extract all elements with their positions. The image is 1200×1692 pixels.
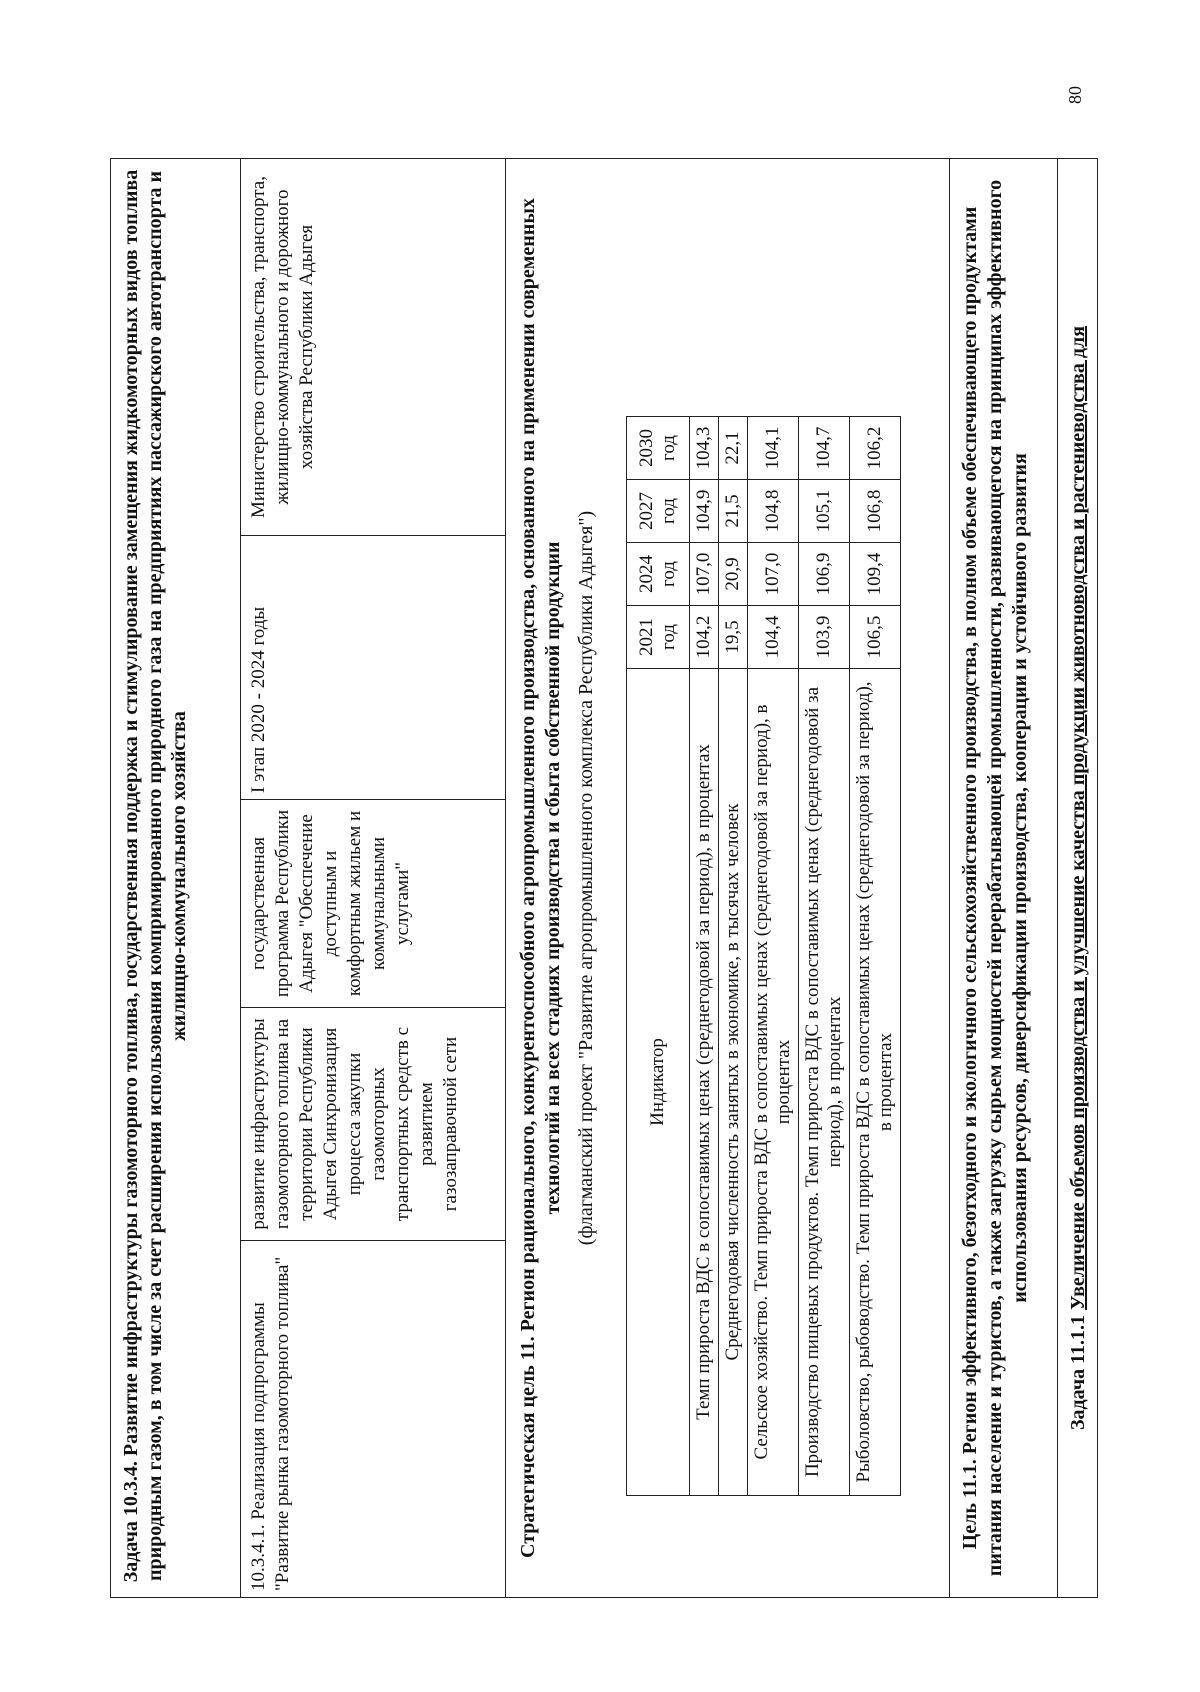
task-11-1-1-title: [1058, 159, 1098, 1597]
header-2024: 2024 год: [627, 543, 690, 606]
executor-cell: Министерство строительства, транспорта, жилищно-коммунального и дорожного хозяйства Республики Адыгея: [248, 176, 317, 519]
value-2027: 104,8: [748, 480, 799, 543]
task-10-3-4-row: [240, 159, 505, 1597]
value-2027: 21,5: [719, 480, 748, 543]
strategic-goal-11-title: [506, 159, 605, 1597]
value-2030: 104,7: [799, 417, 850, 480]
table-row: [748, 417, 799, 1496]
table-row: [719, 417, 748, 1496]
description-cell: развитие инфраструктуры газомоторного топлива на территории Республики Адыгея Синхронизация процесса закупки газомоторных транспортных средств с развитием газозаправочной сети: [241, 1007, 505, 1240]
value-2024: 107,0: [748, 543, 799, 606]
value-2030: 104,3: [690, 417, 719, 480]
table-row: [690, 417, 719, 1496]
task-10-3-4-title: [111, 159, 195, 1597]
task-11-1-1-text: Увеличение объемов производства и улучшение качества продукции животноводства и растениеводства для: [1067, 325, 1089, 1310]
goal-11-1-title: Цель 11.1. Регион эффективного, безотходного и экологичного сельскохозяйственного производства, в полном объеме обеспечивающего продуктами питания население и туристов, а также загрузку сырьем мощностей перерабатывающей промышленности, развивающегося на принципах эффективного использования ресурсов, диверсификации производства, кооперации и устойчивого развития: [959, 179, 1031, 1577]
value-2024: 20,9: [719, 543, 748, 606]
task-10-3-4-number: Задача 10.3.4.: [120, 1461, 142, 1583]
indicators-table: [626, 416, 901, 1496]
value-2021: 104,2: [690, 606, 719, 669]
value-2027: 106,8: [850, 480, 901, 543]
value-2021: 103,9: [799, 606, 850, 669]
page-number: 80: [1065, 86, 1085, 104]
indicator-label: Среднегодовая численность занятых в экономике, в тысячах человек: [719, 669, 748, 1496]
value-2027: 105,1: [799, 480, 850, 543]
indicator-label: Производство пищевых продуктов. Темп прироста ВДС в сопоставимых ценах (среднегодовой за период), в процентах: [799, 669, 850, 1496]
flagship-project: (флагманский проект "Развитие агропромышленного комплекса Республики Адыгея"): [575, 510, 597, 1246]
value-2024: 106,9: [799, 543, 850, 606]
value-2021: 19,5: [719, 606, 748, 669]
header-2030: 2030 год: [627, 417, 690, 480]
goal-11-1-block: [950, 158, 1058, 1598]
task-11-1-1-number: Задача 11.1.1: [1067, 1314, 1089, 1431]
value-2021: 106,5: [850, 606, 901, 669]
rotated-page-content: [110, 158, 1110, 1598]
value-2024: 109,4: [850, 543, 901, 606]
value-2027: 104,9: [690, 480, 719, 543]
task-10-3-4-text: Развитие инфраструктуры газомоторного топлива, государственная поддержка и стимулирование замещения жидкомоторных видов топлива природным газом, в том числе за счет расширения использования компримированного природного газа на предприятиях пассажирского автотранспорта и жилищно-коммунального хозяйства: [120, 169, 190, 1582]
value-2021: 104,4: [748, 606, 799, 669]
header-indicator: Индикатор: [627, 669, 690, 1496]
value-2024: 107,0: [690, 543, 719, 606]
header-2021: 2021 год: [627, 606, 690, 669]
period-cell: I этап 2020 - 2024 годы: [241, 535, 505, 799]
indicators-header-row: [627, 417, 690, 1496]
header-2027: 2027 год: [627, 480, 690, 543]
value-2030: 22,1: [719, 417, 748, 480]
indicator-label: Рыболовство, рыбоводство. Темп прироста ВДС в сопоставимых ценах (среднегодовой за период), в процентах: [850, 669, 901, 1496]
table-row: [850, 417, 901, 1496]
program-cell: государственная программа Республики Адыгея "Обеспечение доступным и комфортным жильем и коммунальными услугами": [241, 799, 505, 1007]
task-10-3-4-block: [110, 158, 506, 1598]
value-2030: 104,1: [748, 417, 799, 480]
table-row: [799, 417, 850, 1496]
strategic-goal-11-text: Стратегическая цель 11. Регион рационального, конкурентоспособного агропромышленного производства, основанного на применении современных технологий на всех стадиях производства и сбыта собственной продукции: [517, 198, 564, 1558]
indicator-label: Темп прироста ВДС в сопоставимых ценах (среднегодовой за период), в процентах: [690, 669, 719, 1496]
task-11-1-1-block: [1058, 158, 1098, 1598]
activity-cell: 10.3.4.1. Реализация подпрограммы "Развитие рынка газомоторного топлива": [241, 1240, 505, 1597]
value-2030: 106,2: [850, 417, 901, 480]
indicator-label: Сельское хозяйство. Темп прироста ВДС в сопоставимых ценах (среднегодовой за период), в процентах: [748, 669, 799, 1496]
